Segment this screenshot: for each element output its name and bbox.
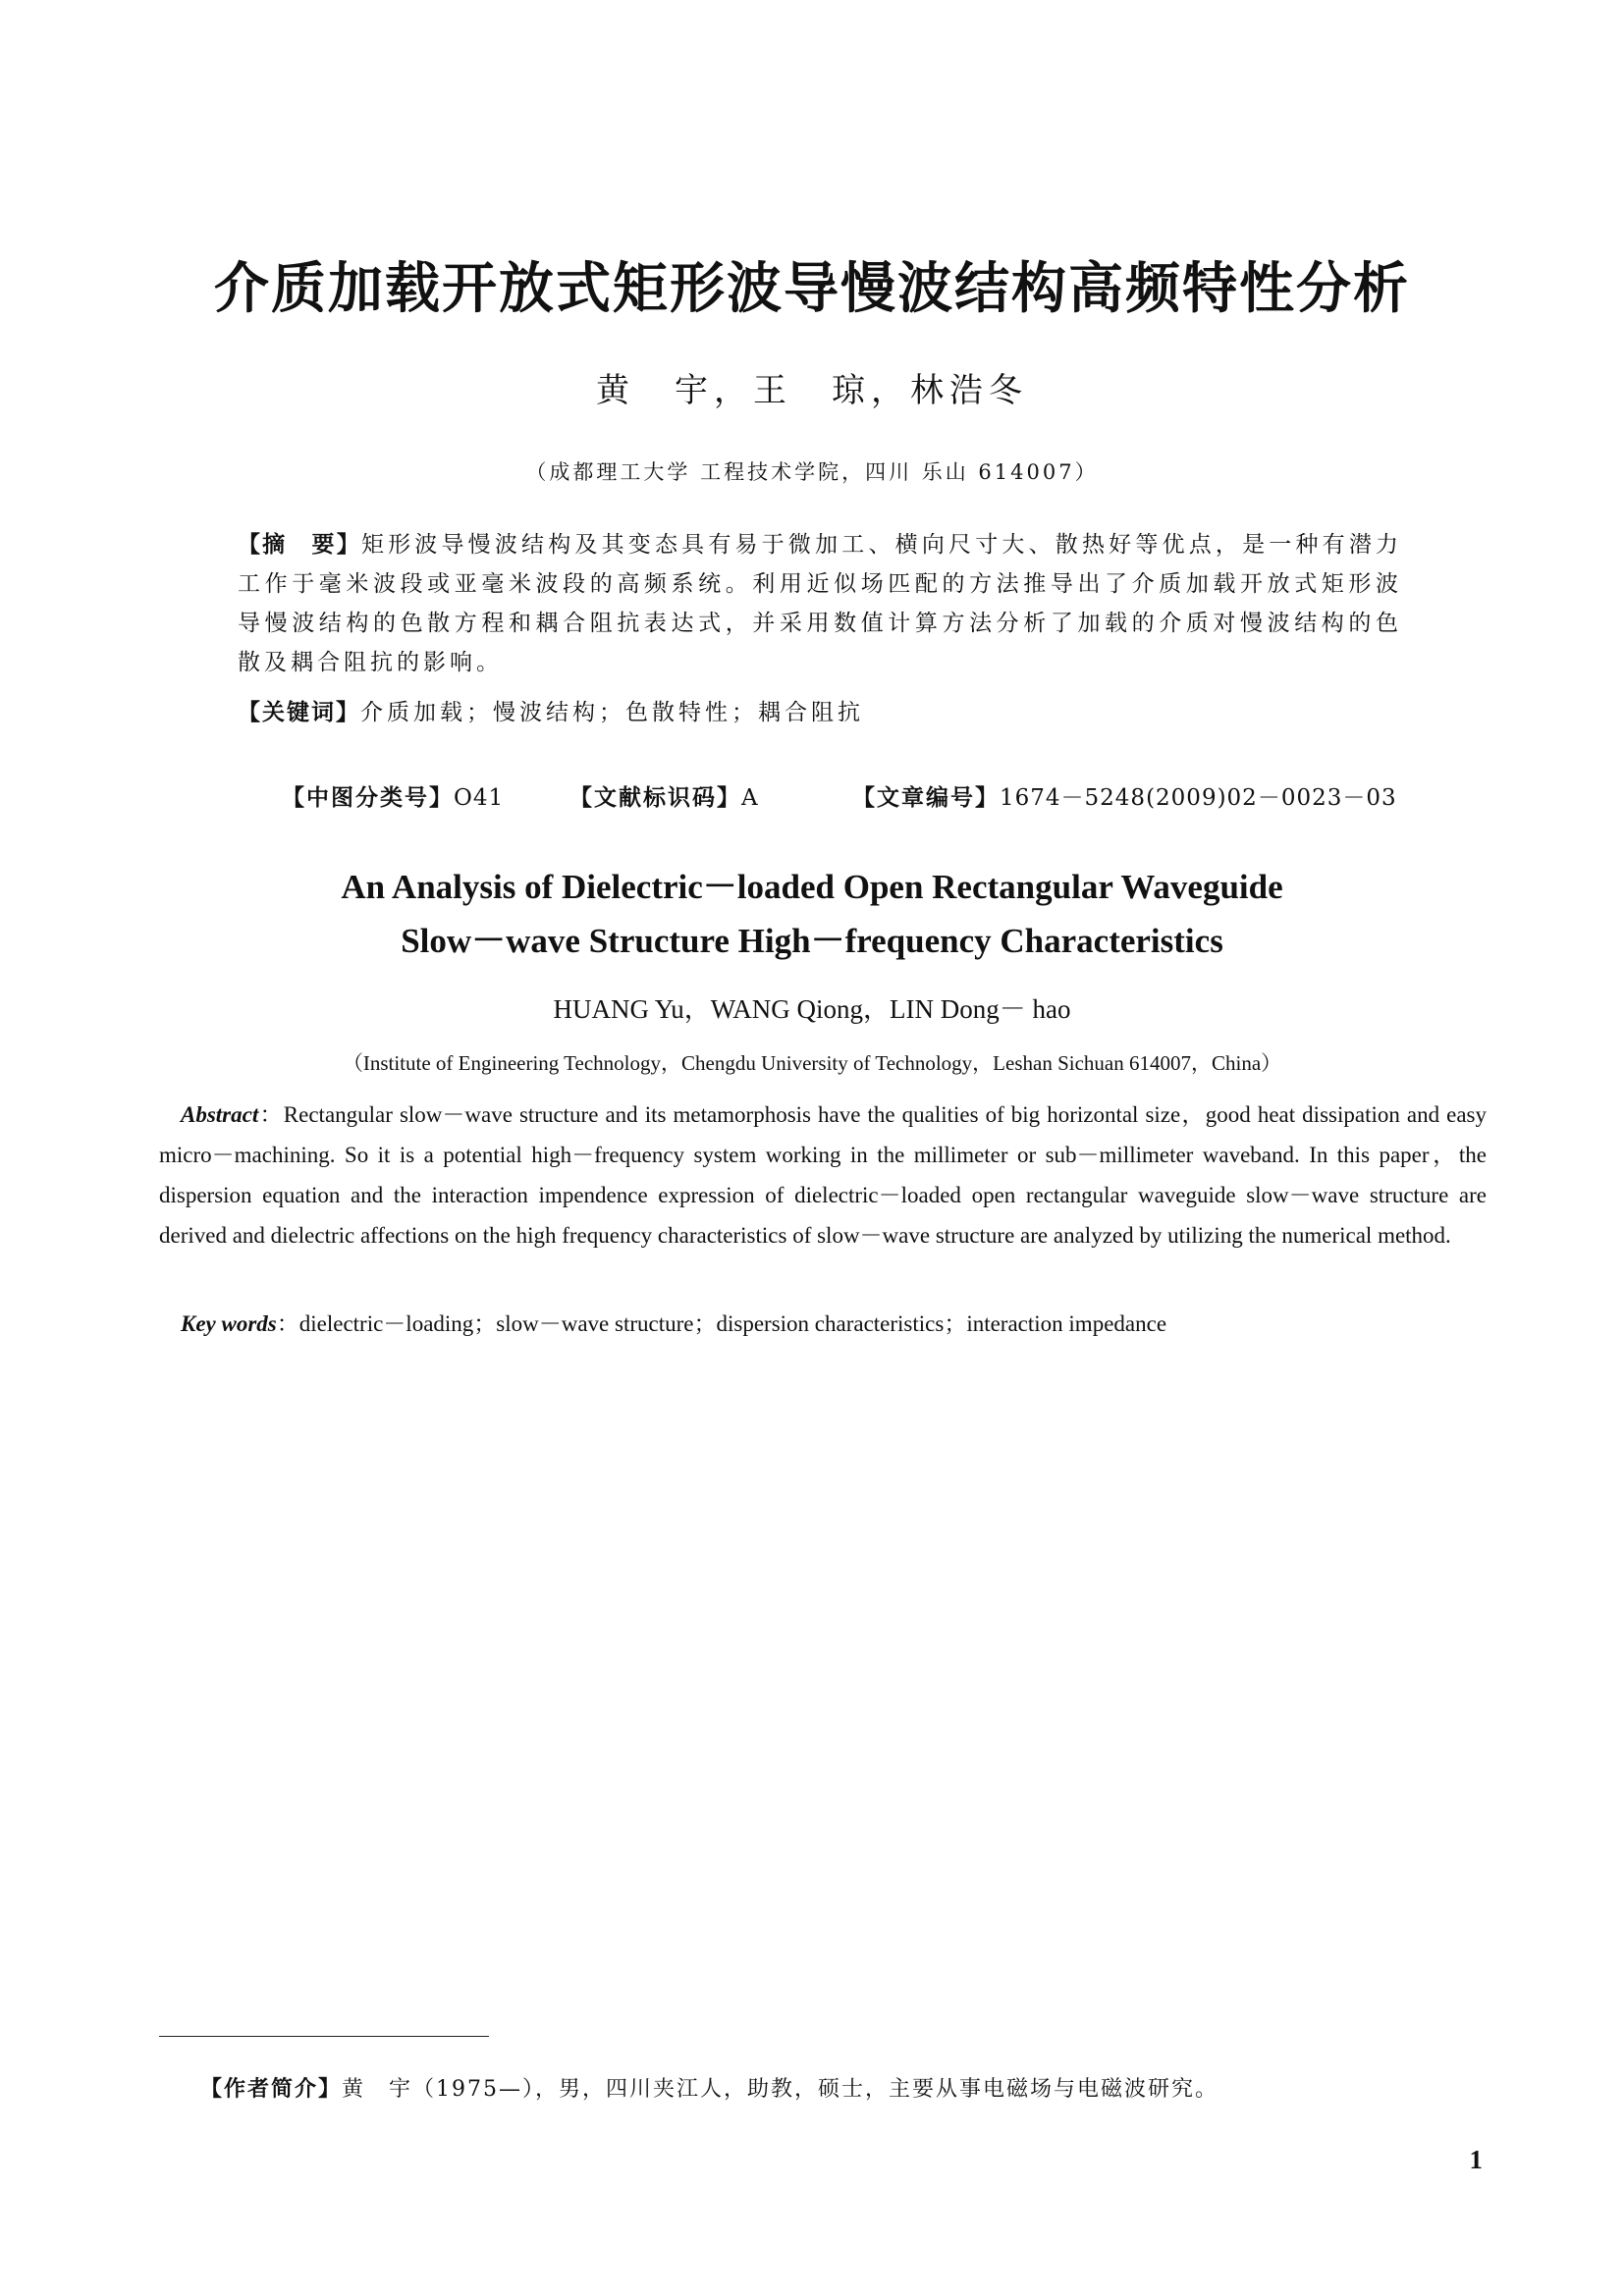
english-title-line-2: Slow－wave Structure High－frequency Characteristics <box>401 922 1223 960</box>
english-keywords-label: Key words <box>181 1311 277 1336</box>
footnote-divider <box>159 2036 489 2037</box>
clc-label: 【中图分类号】 <box>282 785 454 811</box>
english-title-line-1: An Analysis of Dielectric－loaded Open Rectangular Waveguide <box>341 868 1283 906</box>
footnote-label: 【作者简介】 <box>200 2077 343 2102</box>
english-authors: HUANG Yu，WANG Qiong，LIN Dong－ hao <box>553 994 1071 1024</box>
chinese-title: 介质加载开放式矩形波导慢波结构高频特性分析 <box>214 256 1410 321</box>
english-abstract <box>159 1095 1487 1255</box>
article-number-label: 【文章编号】 <box>852 785 1000 811</box>
chinese-abstract <box>238 525 1402 682</box>
footnote-text: 黄 宇（1975—），男，四川夹江人，助教，硕士，主要从事电磁场与电磁波研究。 <box>342 2077 1219 2102</box>
chinese-authors: 黄 宇，王 琼，林浩冬 <box>596 371 1028 410</box>
english-affiliation: （Institute of Engineering Technology，Chengdu University of Technology，Leshan Sichuan 614007，China） <box>342 1051 1282 1075</box>
document-code-label: 【文献标识码】 <box>569 785 741 811</box>
article-number <box>852 778 1397 818</box>
chinese-affiliation: （成都理工大学 工程技术学院，四川 乐山 614007） <box>525 460 1099 484</box>
english-keywords-text: ：dielectric－loading；slow－wave structure；dispersion characteristics；interaction impedance <box>276 1311 1167 1336</box>
chinese-keywords-text: 介质加载；慢波结构；色散特性；耦合阻抗 <box>360 700 864 725</box>
article-number-value: 1674－5248(2009)02－0023－03 <box>1000 785 1397 811</box>
document-code-value: A <box>741 785 759 811</box>
chinese-keywords-label: 【关键词】 <box>238 700 360 725</box>
english-abstract-text: ：Rectangular slow－wave structure and its metamorphosis have the qualities of big horizontal size，good heat dissipation and easy micro－machining. So it is a potential high－frequency system working in the millimeter or sub－millimeter waveband. In this paper，the dispersion equation and the interaction impendence expression of dielectric－loaded open rectangular waveguide slow－wave structure are derived and dielectric affections on the high frequency characteristics of slow－wave structure are analyzed by utilizing the numerical method. <box>159 1102 1487 1248</box>
english-keywords <box>181 1304 1487 1344</box>
clc-number <box>282 778 504 818</box>
english-abstract-label: Abstract <box>181 1102 259 1127</box>
chinese-abstract-label: 【摘 要】 <box>238 532 361 558</box>
document-code <box>569 778 759 818</box>
page-number: 1 <box>1469 2145 1483 2174</box>
chinese-abstract-text: 矩形波导慢波结构及其变态具有易于微加工、横向尺寸大、散热好等优点，是一种有潜力工作于毫米波段或亚毫米波段的高频系统。利用近似场匹配的方法推导出了介质加载开放式矩形波导慢波结构的色散方程和耦合阻抗表达式，并采用数值计算方法分析了加载的介质对慢波结构的色散及耦合阻抗的影响。 <box>238 532 1403 675</box>
english-title <box>0 860 1624 968</box>
clc-value: O41 <box>454 785 505 811</box>
chinese-keywords <box>238 693 1402 732</box>
author-footnote <box>200 2072 1477 2108</box>
